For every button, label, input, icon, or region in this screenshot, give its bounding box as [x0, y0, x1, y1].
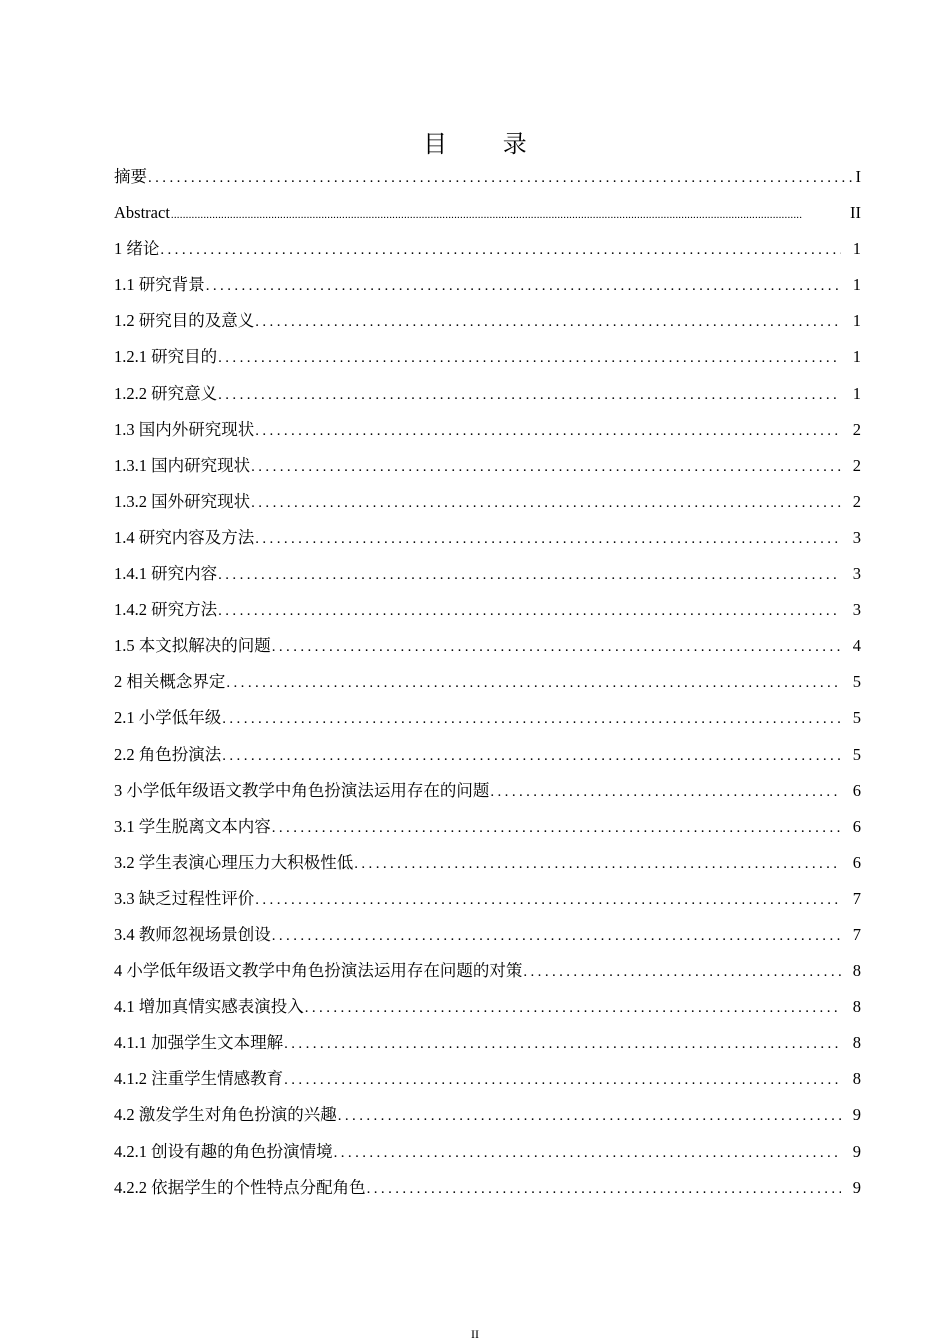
- dot-leader: [205, 273, 841, 299]
- dot-leader: [159, 237, 841, 263]
- toc-entry[interactable]: [114, 1139, 861, 1175]
- dot-leader: [271, 634, 841, 660]
- toc-entry[interactable]: [114, 850, 861, 886]
- toc-entry-page: 2: [852, 455, 861, 475]
- dot-leader: [333, 1140, 841, 1166]
- toc-entry-label: 3.2 学生表演心理压力大积极性低: [114, 852, 354, 872]
- dot-leader: [254, 418, 841, 444]
- toc-entry[interactable]: [114, 236, 861, 272]
- toc-entry-label: 1.2 研究目的及意义: [114, 311, 255, 331]
- toc-entry[interactable]: [114, 1102, 861, 1138]
- dot-leader: [217, 598, 841, 624]
- toc-entry-label: 2.2 角色扮演法: [114, 744, 222, 764]
- toc-entry-label: 4 小学低年级语文教学中角色扮演法运用存在问题的对策: [114, 961, 523, 981]
- dot-leader: [221, 743, 841, 769]
- toc-entry-label: 3 小学低年级语文教学中角色扮演法运用存在的问题: [114, 780, 490, 800]
- toc-entry-page: 1: [852, 311, 861, 331]
- dot-leader: [217, 345, 841, 371]
- dot-leader: [353, 851, 841, 877]
- toc-entry-label: 1.2.2 研究意义: [114, 383, 218, 403]
- toc-entry-label: 3.1 学生脱离文本内容: [114, 816, 271, 836]
- toc-entry-page: 6: [852, 852, 861, 872]
- toc-entry[interactable]: [114, 1175, 861, 1211]
- toc-entry-page: 7: [852, 888, 861, 908]
- toc-entry-page: 5: [852, 708, 861, 728]
- toc-entry[interactable]: [114, 453, 861, 489]
- toc-entry[interactable]: [114, 561, 861, 597]
- toc-entry-label: 4.2 激发学生对角色扮演的兴趣: [114, 1105, 337, 1125]
- toc-entry-label: 2 相关概念界定: [114, 672, 226, 692]
- toc-entry-page: 1: [852, 383, 861, 403]
- toc-entry-page: 3: [852, 600, 861, 620]
- dot-leader: [283, 1031, 841, 1057]
- toc-entry-page: 5: [852, 744, 861, 764]
- toc-entry[interactable]: [114, 344, 861, 380]
- dot-leader: [366, 1176, 841, 1202]
- toc-entry-label: 1.5 本文拟解决的问题: [114, 636, 271, 656]
- toc-entry-page: 7: [852, 924, 861, 944]
- toc-entry-label: 1.2.1 研究目的: [114, 347, 218, 367]
- toc-entry-page: 3: [852, 527, 861, 547]
- dot-leader: [304, 995, 841, 1021]
- toc-entry[interactable]: [114, 1030, 861, 1066]
- toc-entry[interactable]: [114, 922, 861, 958]
- dot-leader: [489, 779, 841, 805]
- dot-leader: [221, 706, 841, 732]
- toc-entry-label: 4.1 增加真情实感表演投入: [114, 997, 304, 1017]
- toc-entry[interactable]: [114, 381, 861, 417]
- toc-entry-page: 9: [852, 1177, 861, 1197]
- toc-entry[interactable]: [114, 705, 861, 741]
- dot-leader: [254, 887, 841, 913]
- toc-entry-page: 1: [852, 275, 861, 295]
- toc-entry[interactable]: [114, 308, 861, 344]
- dot-leader: [225, 670, 841, 696]
- toc-entry[interactable]: [114, 778, 861, 814]
- toc-entry-label: 4.2.2 依据学生的个性特点分配角色: [114, 1177, 366, 1197]
- toc-entry[interactable]: [114, 633, 861, 669]
- page-title: 目 录: [423, 130, 551, 158]
- toc-entry-page: 2: [852, 419, 861, 439]
- toc-entry-page: 5: [852, 672, 861, 692]
- toc-entry-label: 1.4.1 研究内容: [114, 564, 218, 584]
- toc-entry-label: 3.3 缺乏过程性评价: [114, 888, 255, 908]
- toc-entry-label: 4.1.2 注重学生情感教育: [114, 1069, 284, 1089]
- dot-leader: [147, 165, 854, 191]
- page-number-footer: II: [471, 1327, 479, 1341]
- dot-leader: [271, 815, 841, 841]
- toc-entry-label: 1 绪论: [114, 239, 160, 259]
- toc-entry-label: 4.1.1 加强学生文本理解: [114, 1033, 284, 1053]
- toc-entry[interactable]: [114, 886, 861, 922]
- toc-entry[interactable]: [114, 1066, 861, 1102]
- toc-entry-label: 3.4 教师忽视场景创设: [114, 924, 271, 944]
- toc-entry-label: 1.3 国内外研究现状: [114, 419, 255, 439]
- toc-entry-label: 1.4.2 研究方法: [114, 600, 218, 620]
- toc-entry-label: 1.1 研究背景: [114, 275, 205, 295]
- toc-entry[interactable]: [114, 669, 861, 705]
- toc-entry-page: 6: [852, 816, 861, 836]
- toc-entry-page: 8: [852, 1069, 861, 1089]
- table-of-contents: [114, 164, 861, 1211]
- toc-entry-page: 9: [852, 1105, 861, 1125]
- toc-entry-label: 1.4 研究内容及方法: [114, 527, 255, 547]
- toc-entry[interactable]: [114, 417, 861, 453]
- toc-entry-label: 4.2.1 创设有趣的角色扮演情境: [114, 1141, 333, 1161]
- dot-leader: [250, 490, 841, 516]
- toc-entry-page: 9: [852, 1141, 861, 1161]
- dot-leader: [250, 454, 841, 480]
- toc-entry[interactable]: [114, 742, 861, 778]
- toc-entry[interactable]: [114, 814, 861, 850]
- toc-entry-page: 8: [852, 1033, 861, 1053]
- toc-entry-page: 2: [852, 491, 861, 511]
- toc-entry-page: 6: [852, 780, 861, 800]
- toc-entry-label: 摘要: [114, 167, 147, 186]
- toc-entry-label: 2.1 小学低年级: [114, 708, 222, 728]
- toc-entry-page: 1: [852, 239, 861, 259]
- toc-entry-page: I: [855, 167, 861, 186]
- toc-entry[interactable]: [114, 958, 861, 994]
- toc-entry-page: 4: [852, 636, 861, 656]
- toc-entry-label: 1.3.1 国内研究现状: [114, 455, 251, 475]
- toc-entry[interactable]: [114, 994, 861, 1030]
- dot-leader: [254, 526, 841, 552]
- toc-entry-page: 8: [852, 961, 861, 981]
- toc-entry[interactable]: [114, 164, 861, 200]
- toc-entry[interactable]: [114, 525, 861, 561]
- toc-entry-page: 1: [852, 347, 861, 367]
- toc-entry[interactable]: [114, 597, 861, 633]
- dot-leader: [522, 959, 841, 985]
- toc-entry-page: 8: [852, 997, 861, 1017]
- toc-entry[interactable]: [114, 200, 861, 236]
- toc-entry[interactable]: [114, 489, 861, 525]
- toc-entry-page: II: [850, 203, 861, 223]
- dot-leader: [283, 1067, 841, 1093]
- dot-leader: [271, 923, 841, 949]
- toc-entry-label: Abstract: [114, 203, 170, 223]
- dot-leader: [254, 309, 841, 335]
- dot-leader: [337, 1103, 841, 1129]
- toc-entry-page: 3: [852, 564, 861, 584]
- dot-leader: [170, 202, 848, 228]
- toc-entry[interactable]: [114, 272, 861, 308]
- toc-entry-label: 1.3.2 国外研究现状: [114, 491, 251, 511]
- dot-leader: [217, 562, 841, 588]
- dot-leader: [217, 382, 841, 408]
